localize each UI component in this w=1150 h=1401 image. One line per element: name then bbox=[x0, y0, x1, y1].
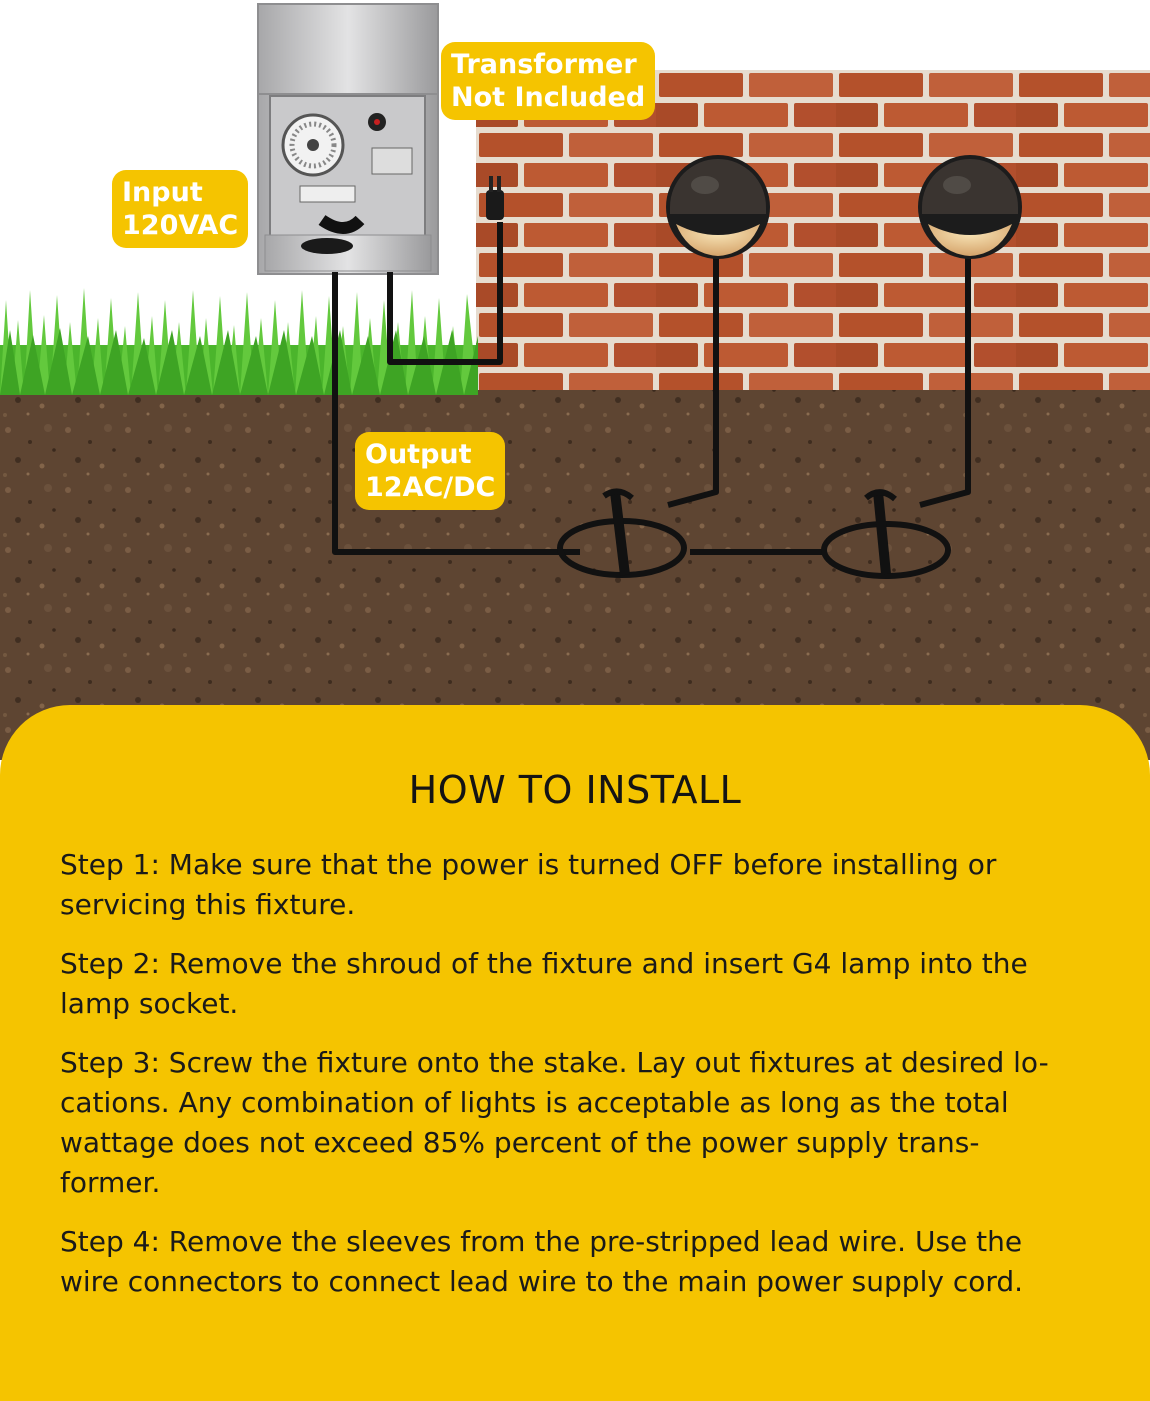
step-4: Step 4: Remove the sleeves from the pre-stripped lead wire. Use the wire connectors to connect lead wire to the main power supply cord. bbox=[60, 1225, 1024, 1298]
deck-light-right-icon bbox=[918, 155, 1022, 259]
step-3: Step 3: Screw the fixture onto the stake. Lay out fixtures at desired lo- cations. Any combination of lights is acceptable as long as the total wattage does not exceed 85% percent of the power supply trans- former. bbox=[60, 1046, 1049, 1199]
instructions-title: HOW TO INSTALL bbox=[408, 768, 742, 812]
output-voltage-label: Output 12AC/DC bbox=[355, 432, 505, 510]
instructions-steps bbox=[60, 845, 1100, 1321]
step-1: Step 1: Make sure that the power is turned OFF before installing or servicing this fixture. bbox=[60, 848, 997, 921]
transformer-not-included-label: Transformer Not Included bbox=[441, 42, 655, 120]
transformer-box bbox=[258, 4, 438, 274]
deck-light-left-icon bbox=[666, 155, 770, 259]
instructions-panel bbox=[0, 705, 1150, 1401]
input-voltage-label: Input 120VAC bbox=[112, 170, 248, 248]
step-2: Step 2: Remove the shroud of the fixture and insert G4 lamp into the lamp socket. bbox=[60, 947, 1028, 1020]
grass bbox=[0, 288, 478, 395]
